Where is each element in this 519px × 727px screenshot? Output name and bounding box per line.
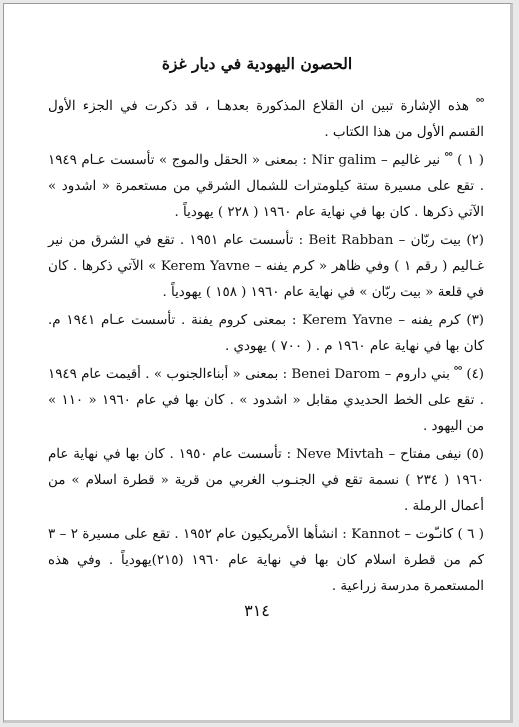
page-body — [48, 94, 484, 600]
intro-paragraph: ﹾﹾ هذه الإشارة تبين ان القلاع المذكورة بعدهـا ، قد ذكرت في الجزء الأول القسم الأول من هذا الكتاب . — [48, 99, 484, 140]
entry-3-paragraph: (٣) كرم يفنه – Kerem Yavne : بمعنى كروم يفنة . تأسست عـام ١٩٤١ م. كان بها في نهاية عام ١٩٦٠ م . ( ٧٠٠ ) يهودي . — [48, 313, 484, 354]
page-number: ٣١٤ — [244, 601, 270, 620]
entry-6-paragraph: ( ٦ ) كانـّوت – Kannot : انشأها الأمريكيون عام ١٩٥٢ . تقع على مسيرة ٢ – ٣ كم من قطرة اسلام كان بها في نهاية عام ١٩٦٠ (٢١٥)يهودياً . وفي هذه المستعمرة مدرسة زراعية . — [48, 527, 484, 594]
entry-5-paragraph: (٥) نيفى مفتاح – Neve Mivtah : تأسست عام ١٩٥٠ . كان بها في نهاية عام ١٩٦٠ ( ٢٣٤ ) نسمة تقع في الجنـوب الغربي من قرية « قطرة اسلام » من أعمال الرملة . — [48, 447, 484, 514]
entry-1-paragraph: ( ١ ) ﹾﹾ نير غاليم – Nir galim : بمعنى « الحقل والموج » تأسست عـام ١٩٤٩ . تقع على مسيرة ستة كيلومترات للشمال الشرقي من مستعمرة « اشدود » الآتي ذكرها . كان بها في نهاية عام ١٩٦٠ ( ٢٢٨ ) يهودياً . — [48, 153, 485, 220]
entry-2-paragraph: (٢) بيت ربّان – Beit Rabban : تأسست عام ١٩٥١ . تقع في الشرق من نير غـاليم ( رقم ١ ) وفي ظاهر « كرم يفنه – Kerem Yavne » الآتي ذكرها . كان في قلعة « بيت ربّان » في نهاية عام ١٩٦٠ ( ١٥٨ ) يهودياً . — [48, 233, 485, 300]
entry-4-paragraph: (٤) ﹾﹾ بني داروم – Benei Darom : بمعنى « أبناءالجنوب » . أقيمت عام ١٩٤٩ . تقع على الخط الحديدي مقابل « اشدود » . كان بها في عام ١٩٦٠ « ١١٠ » من اليهود . — [48, 367, 484, 434]
page-title: الحصون اليهودية في ديار غزة — [161, 54, 353, 73]
document-page — [3, 3, 513, 723]
